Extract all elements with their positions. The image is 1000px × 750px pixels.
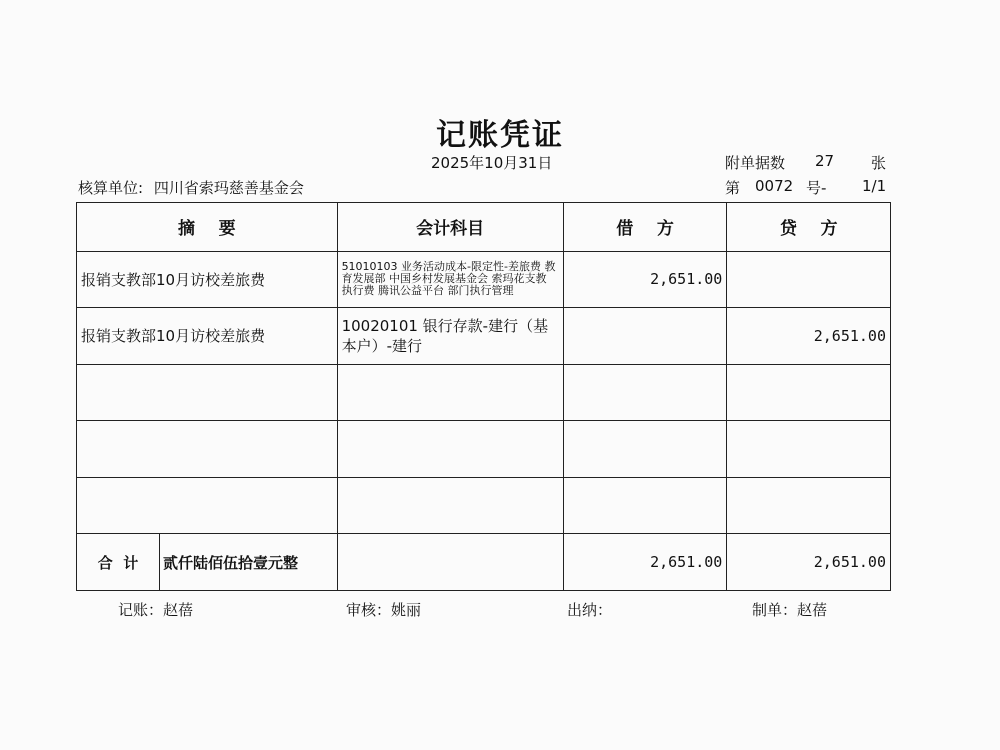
account-cell <box>337 421 563 478</box>
attachments-count: 27 <box>815 152 835 170</box>
summary-cell <box>77 477 338 534</box>
debit-cell <box>563 477 727 534</box>
total-account-cell <box>337 534 563 591</box>
unit-name: 四川省索玛慈善基金会 <box>153 179 304 197</box>
credit-cell <box>727 477 891 534</box>
total-row <box>77 534 891 591</box>
column-header-debit: 借 方 <box>563 203 727 252</box>
preparer-signature: 制单：赵蓓 <box>752 601 828 619</box>
account-cell: 10020101 银行存款-建行（基本户）-建行 <box>337 308 563 365</box>
credit-cell: 2,651.00 <box>727 308 891 365</box>
credit-cell <box>727 421 891 478</box>
summary-cell <box>77 364 338 421</box>
voucher-prefix: 第 <box>725 179 741 197</box>
debit-cell: 2,651.00 <box>563 251 727 308</box>
bookkeeper-signature: 记账：赵蓓 <box>118 601 194 619</box>
debit-cell <box>563 308 727 365</box>
reviewer-signature: 审核：姚丽 <box>346 601 422 619</box>
table-row <box>77 421 891 478</box>
debit-cell <box>563 421 727 478</box>
table-row <box>77 251 891 308</box>
summary-cell: 报销支教部10月访校差旅费 <box>77 308 338 365</box>
total-summary-cell <box>77 534 338 591</box>
summary-cell <box>77 421 338 478</box>
voucher-title: 记账凭证 <box>436 118 564 153</box>
account-cell <box>337 364 563 421</box>
voucher-number: 0072 <box>755 177 794 195</box>
account-cell: 51010103 业务活动成本-限定性-差旅费 教育发展部 中国乡村发展基金会 索玛花支教 执行费 腾讯公益平台 部门执行管理 <box>337 251 563 308</box>
page-indicator: 1/1 <box>862 177 887 195</box>
credit-cell <box>727 364 891 421</box>
table-row <box>77 364 891 421</box>
total-amount-words: 贰仟陆佰伍拾壹元整 <box>163 553 299 572</box>
total-debit-cell: 2,651.00 <box>563 534 727 591</box>
column-header-summary: 摘 要 <box>77 203 338 252</box>
account-cell <box>337 477 563 534</box>
voucher-table <box>76 202 891 591</box>
table-header <box>77 203 891 252</box>
table-row <box>77 477 891 534</box>
column-header-account: 会计科目 <box>337 203 563 252</box>
accounting-unit <box>78 177 304 198</box>
total-credit-cell: 2,651.00 <box>727 534 891 591</box>
voucher-suffix: 号- <box>806 179 827 197</box>
attachments-unit: 张 <box>871 154 887 172</box>
debit-cell <box>563 364 727 421</box>
credit-cell <box>727 251 891 308</box>
attachments-label: 附单据数 <box>725 154 786 172</box>
unit-label: 核算单位: <box>78 179 144 197</box>
column-header-credit: 贷 方 <box>727 203 891 252</box>
voucher-date: 2025年10月31日 <box>431 154 553 172</box>
cashier-signature: 出纳： <box>567 601 613 619</box>
total-label: 合 计 <box>77 534 160 590</box>
table-row <box>77 308 891 365</box>
summary-cell: 报销支教部10月访校差旅费 <box>77 251 338 308</box>
